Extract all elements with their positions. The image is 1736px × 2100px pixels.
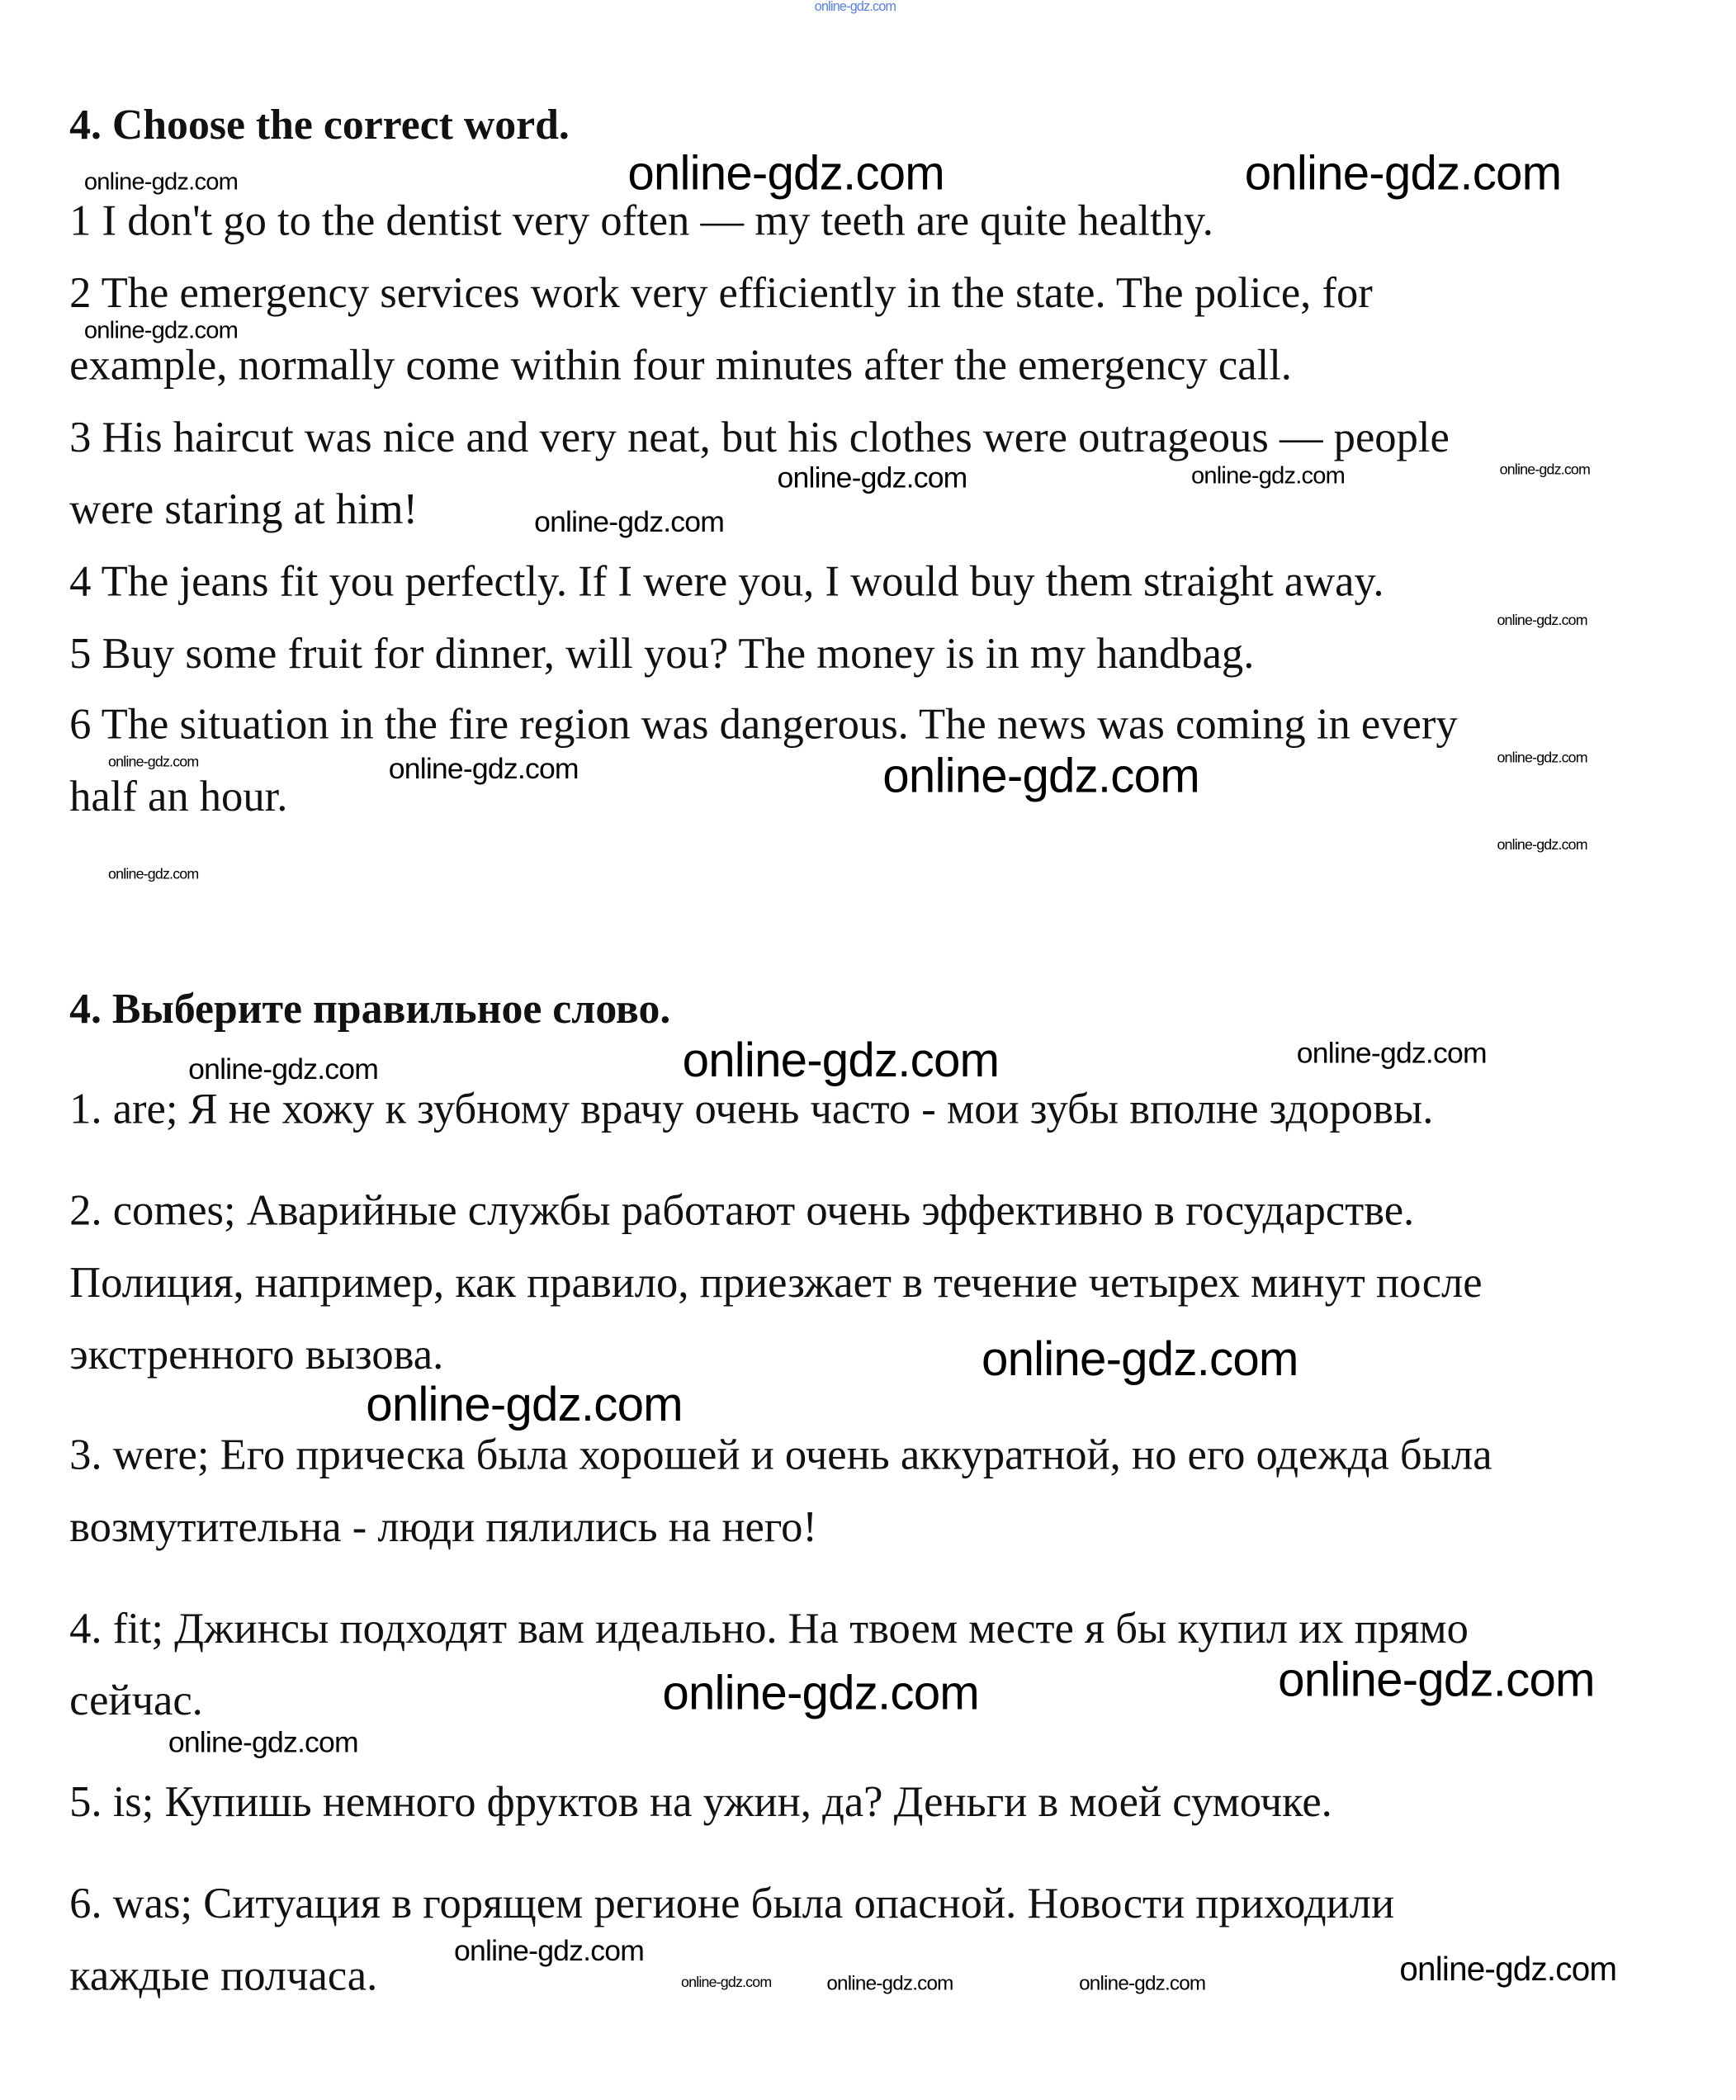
answer-line: Полиция, например, как правило, приезжает в течение четырех минут после (69, 1259, 1483, 1308)
watermark: online-gdz.com (1079, 1972, 1206, 1995)
watermark: online-gdz.com (83, 168, 239, 196)
answer-line: каждые полчаса. (69, 1952, 378, 2001)
watermark: online-gdz.com (1497, 750, 1587, 767)
watermark: online-gdz.com (1190, 461, 1346, 490)
watermark: online-gdz.com (388, 751, 579, 786)
exercise-line: example, normally come within four minutes after the emergency call. (69, 342, 1292, 390)
watermark: online-gdz.com (982, 1331, 1298, 1387)
watermark: online-gdz.com (108, 866, 199, 883)
exercise-line: 2 The emergency services work very efficiently in the state. The police, for (69, 269, 1373, 319)
watermark: online-gdz.com (826, 1972, 953, 1995)
answer-line: 1. are; Я не хожу к зубному врачу очень часто - мои зубы вполне здоровы. (69, 1085, 1434, 1134)
watermark: online-gdz.com (1497, 612, 1587, 629)
exercise-line: 5 Buy some fruit for dinner, will you? The money is in my handbag. (69, 630, 1255, 679)
watermark: online-gdz.com (681, 1975, 772, 1991)
watermark: online-gdz.com (1499, 461, 1591, 479)
answer-line: 5. is; Купишь немного фруктов на ужин, да? Деньги в моей сумочке. (69, 1778, 1332, 1828)
exercise-line: 6 The situation in the fire region was dangerous. The news was coming in every (69, 701, 1458, 750)
answers-title: 4. Выберите правильное слово. (69, 984, 671, 1033)
exercise-line: 1 I don't go to the dentist very often — my teeth are quite healthy. (69, 197, 1213, 246)
watermark: online-gdz.com (168, 1725, 358, 1759)
answer-line: сейчас. (69, 1677, 203, 1726)
watermark: online-gdz.com (814, 0, 896, 15)
exercise-title: 4. Choose the correct word. (69, 100, 570, 149)
watermark: online-gdz.com (366, 1376, 683, 1432)
watermark: online-gdz.com (454, 1933, 645, 1967)
exercise-line: half an hour. (69, 773, 288, 821)
answer-line: 6. was; Ситуация в горящем регионе была опасной. Новости приходили (69, 1880, 1395, 1928)
exercise-line: were staring at him! (69, 485, 419, 535)
watermark: online-gdz.com (777, 461, 967, 494)
watermark: online-gdz.com (1244, 145, 1562, 201)
exercise-line: 3 His haircut was nice and very neat, but his clothes were outrageous — people (69, 414, 1450, 462)
exercise-line: 4 The jeans fit you perfectly. If I were you, I would buy them straight away. (69, 558, 1384, 607)
answer-line: 2. comes; Аварийные службы работают очень эффективно в государстве. (69, 1187, 1415, 1236)
answer-line: 4. fit; Джинсы подходят вам идеально. На твоем месте я бы купил их прямо (69, 1605, 1469, 1653)
watermark: online-gdz.com (682, 1032, 1000, 1087)
watermark: online-gdz.com (882, 747, 1199, 803)
watermark: online-gdz.com (662, 1665, 979, 1720)
watermark: online-gdz.com (1497, 837, 1587, 854)
watermark: online-gdz.com (1296, 1036, 1487, 1070)
answer-line: 3. were; Его прическа была хорошей и очень аккуратной, но его одежда была (69, 1431, 1492, 1480)
watermark: online-gdz.com (1278, 1652, 1595, 1707)
answer-line: возмутительна - люди пялились на него! (69, 1503, 817, 1552)
watermark: online-gdz.com (627, 145, 944, 201)
watermark: online-gdz.com (1399, 1951, 1617, 1989)
watermark: online-gdz.com (108, 754, 199, 771)
answer-line: экстренного вызова. (69, 1331, 444, 1380)
watermark: online-gdz.com (188, 1052, 379, 1086)
watermark: online-gdz.com (534, 504, 725, 538)
watermark: online-gdz.com (83, 316, 239, 343)
